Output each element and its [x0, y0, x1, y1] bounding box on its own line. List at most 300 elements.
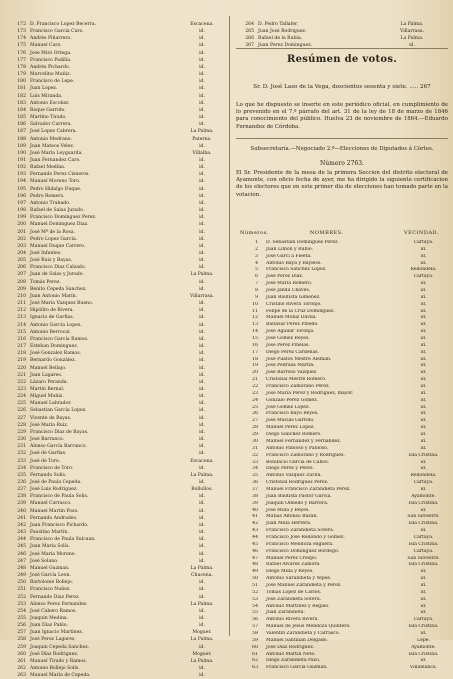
list-item [236, 21, 448, 28]
list-item [4, 78, 224, 85]
elector-name: Martino Tirado. [30, 115, 67, 121]
elector-name: Manuel Duque Carrero. [30, 243, 86, 249]
certification-notice: El Sr. Presidente de la mesa de la primera Seccion del distrito electoral de Ayamonte, con oficio fecha de ayer, me ha dirigido la siguiente certificacion de los electores que en este primer dia de elecciones han tomado parte en la votacion. [236, 170, 448, 198]
elector-city: Cartaya. [413, 548, 434, 554]
elector-num: 47 [252, 555, 258, 561]
elector-name: Sebastian García Lopez. [30, 408, 87, 414]
elector-name: José María Moreno. [30, 551, 76, 557]
elector-city: id. [199, 379, 205, 385]
elector-num: 225 [17, 401, 26, 407]
elector-city: Isla Cristina. [408, 500, 439, 506]
list-item [4, 615, 224, 622]
elector-city: id. [420, 342, 427, 348]
list-item [4, 622, 224, 629]
elector-name: Antonio Baya y Bayless. [266, 260, 322, 266]
elector-num: 236 [17, 480, 26, 485]
elector-name: José Mª de la Rosa. [30, 229, 76, 235]
list-item [4, 400, 224, 407]
elector-name: José Macías Garrido. [266, 418, 315, 424]
elector-name: Juan José Rodriguez. [258, 29, 307, 35]
list-item [236, 28, 448, 35]
list-item [4, 221, 224, 228]
list-item [4, 336, 224, 343]
elector-name: José María Vazquez Bueno. [30, 301, 94, 307]
list-item [4, 357, 224, 364]
elector-num: 29 [252, 432, 258, 438]
elector-name: Tomás Perez. [30, 279, 61, 285]
elector-name: Juan de Salas y Jurado. [30, 272, 84, 278]
list-item [236, 350, 448, 357]
elector-num: 188 [17, 136, 26, 142]
elector-name: Manuel Fernandez y Fernandez. [266, 438, 342, 444]
elector-num: 10 [252, 301, 258, 307]
elector-name: Luis Miranda. [30, 93, 63, 99]
list-item [236, 569, 448, 576]
elector-num: 220 [17, 365, 26, 371]
elector-name: Francisco Diaz Calzado. [30, 265, 87, 271]
header-nombres: NOMBRES. [310, 230, 344, 236]
elector-city: id. [420, 459, 427, 465]
elector-name: Manuel Martin Pozo. [30, 508, 79, 514]
elector-num: 48 [252, 562, 258, 568]
elector-city: Chucena. [191, 573, 213, 579]
elector-num: 179 [17, 72, 26, 78]
elector-city: id. [420, 370, 427, 376]
list-item [4, 543, 224, 550]
elector-num: 186 [17, 122, 26, 128]
list-item [4, 415, 224, 422]
list-item [4, 386, 224, 393]
elector-city: id. [199, 200, 205, 206]
elector-city: id. [199, 165, 205, 171]
list-item [4, 636, 224, 643]
elector-num: 237 [17, 487, 26, 493]
elector-name: José Perez Pinelas. [266, 342, 310, 348]
elector-num: 191 [17, 157, 26, 163]
elector-city: id. [199, 444, 205, 450]
elector-city: id. [199, 79, 205, 85]
list-item [4, 100, 224, 107]
elector-name: José María Leyguarda. [30, 150, 83, 156]
elector-city: Isla Cristina. [408, 624, 439, 630]
elector-name: Manuel Moñiz Dávila. [266, 315, 317, 321]
elector-city: id. [199, 64, 205, 70]
elector-city: id. [199, 644, 205, 650]
elector-name: Valentin Zarandieta y Carrasco. [266, 630, 341, 636]
elector-name: José María Ruiz. [30, 422, 69, 428]
list-item [4, 365, 224, 372]
elector-city: Paterna. [192, 136, 212, 142]
list-item [236, 453, 448, 460]
elector-city: id. [199, 415, 205, 421]
elector-city: id. [199, 465, 205, 471]
list-item [4, 529, 224, 536]
elector-name: Antonio Medrano. [30, 136, 72, 142]
elector-name: Matías Alfonso Bazán. [266, 514, 318, 520]
list-item [4, 515, 224, 522]
elector-city: id. [199, 329, 205, 335]
elector-name: Juan Limon y Rubio. [266, 246, 314, 252]
list-item [236, 652, 448, 659]
elector-city: Escacena. [190, 22, 214, 27]
list-item [4, 479, 224, 486]
elector-city: id. [420, 329, 427, 335]
elector-city: id. [420, 658, 427, 664]
list-item [4, 178, 224, 185]
list-item [236, 658, 448, 665]
elector-city: id. [199, 344, 205, 350]
elector-num: 30 [252, 438, 258, 444]
elector-num: 256 [17, 623, 26, 629]
elector-city: id. [420, 445, 427, 451]
elector-num: 193 [17, 172, 26, 178]
list-item [236, 610, 448, 617]
elector-city: Villalba. [192, 150, 212, 156]
elector-city: id. [199, 50, 205, 56]
list-item [4, 500, 224, 507]
elector-city: id. [199, 508, 205, 514]
elector-num: 219 [17, 358, 26, 364]
elector-name: Juan Francisco Pichardo. [30, 522, 89, 528]
elector-num: 242 [17, 522, 26, 528]
elector-city: id. [420, 528, 427, 534]
elector-num: 259 [17, 644, 26, 650]
elector-num: 229 [17, 429, 26, 435]
list-item [4, 314, 224, 321]
list-item [4, 136, 224, 143]
elector-num: 46 [252, 548, 258, 554]
elector-name: Andrés Piñarrero. [30, 36, 72, 42]
elector-num: 203 [17, 243, 26, 249]
elector-num: 31 [252, 445, 258, 451]
elector-city: Ayamonte. [411, 644, 436, 650]
elector-num: 20 [252, 370, 258, 376]
list-item [4, 651, 224, 658]
elector-city: id. [199, 608, 205, 614]
elector-name: Juan Lagares. [30, 372, 63, 378]
list-item [4, 472, 224, 479]
elector-num: 251 [17, 587, 26, 593]
list-item [4, 257, 224, 264]
elector-name: Joaquín Medina. [30, 615, 69, 621]
elector-city: id. [199, 93, 205, 99]
elector-num: 187 [17, 129, 26, 135]
elector-name: D. Sebastian Dominguez Perez. [266, 240, 339, 245]
elector-num: 182 [17, 93, 26, 99]
elector-num: 37 [252, 486, 258, 492]
list-item [4, 450, 224, 457]
elector-num: 261 [17, 658, 26, 664]
elector-num: 218 [17, 351, 26, 357]
elector-city: id. [199, 336, 205, 342]
elector-num: 177 [17, 57, 26, 63]
elector-name: Francisco García Guzman. [266, 665, 328, 671]
elector-num: 197 [17, 200, 26, 206]
list-item [236, 370, 448, 377]
list-item [4, 601, 224, 608]
elector-city: id. [199, 258, 205, 264]
list-item [4, 143, 224, 150]
list-item [236, 514, 448, 521]
elector-city: id. [420, 411, 427, 417]
elector-city: Bollullos. [191, 487, 213, 493]
elector-num: 49 [252, 569, 258, 575]
elector-name: Manuel Tirado y Ramos. [30, 658, 87, 664]
elector-city: id. [420, 569, 427, 575]
list-item [236, 302, 448, 309]
list-item [236, 604, 448, 611]
elector-num: 13 [252, 322, 258, 328]
elector-city: id. [199, 580, 205, 586]
elector-num: 41 [252, 514, 258, 520]
elector-num: 62 [252, 658, 258, 664]
elector-num: 233 [17, 458, 26, 464]
elector-name: José Diaz Rodriguez. [266, 644, 315, 650]
elector-name: Juan Zarandieta. [266, 610, 305, 616]
publication-notice: Lo que he dispuesto se inserte en este periódico oficial, en cumplimiento de lo prevenido en el 7.º párrafo del art. 31 de la ley de 18 de marzo de 1846 para conocimiento del público. Huelva 23 de noviembre de 1864.—Eduardo Fernandez de Córdoba. [236, 102, 448, 130]
list-item [4, 329, 224, 336]
elector-num: 60 [252, 644, 258, 650]
list-item [4, 57, 224, 64]
elector-city: id. [199, 408, 205, 414]
elector-name: José Lopez Cabrera. [30, 129, 78, 135]
elector-name: Juan Perez Dominguez. [258, 43, 313, 49]
elector-name: Manuel Perez Crespo. [266, 555, 318, 561]
elector-num: 19 [252, 363, 258, 369]
elector-name: José Pilatos Mestre Alemán. [266, 356, 332, 362]
list-item [236, 645, 448, 652]
elector-name: Faustino Martín. [30, 530, 69, 536]
elector-city: id. [199, 251, 205, 256]
elector-name: Francisco Sanchez Lopez. [266, 267, 327, 273]
votes-line: Sr. D. José Laso de la Vega, doscientos sesenta y siete. ..... 267 [253, 84, 431, 90]
elector-num: 254 [17, 608, 26, 614]
elector-city: Cartaya. [413, 274, 434, 280]
elector-name: Francisco García Caro. [30, 29, 84, 35]
elector-name: Salvador Carrera. [30, 122, 72, 128]
elector-name: José Manuel Zarandieta y Perez. [266, 582, 342, 588]
elector-num: 201 [17, 229, 26, 235]
elector-num: 245 [17, 544, 26, 550]
list-item [236, 549, 448, 556]
list-item [236, 343, 448, 350]
elector-name: José Gonzalez Ramos. [30, 351, 82, 357]
list-item [4, 307, 224, 314]
list-item [236, 562, 448, 569]
elector-name: José Millá y Reyes. [266, 507, 310, 513]
elector-name: Manuel Santillan Delgado. [266, 637, 328, 643]
elector-name: Manuel Carrasco. [30, 501, 72, 507]
elector-name: Manuel Caro. [30, 43, 62, 49]
elector-city: id. [199, 36, 205, 42]
elector-name: Bartolomé Bollejo. [30, 580, 74, 586]
elector-name: Ignacio de Garfias. [30, 315, 75, 321]
elector-num: 52 [252, 589, 258, 595]
elector-name: Fernando Andrades. [30, 515, 78, 521]
elector-num: 35 [252, 473, 258, 479]
elector-num: 42 [252, 521, 258, 527]
elector-num: 223 [17, 386, 26, 392]
list-item [4, 279, 224, 286]
elector-name: Francisco Mendoza Higuera. [266, 541, 334, 547]
elector-num: 32 [252, 452, 258, 458]
elector-num: 9 [255, 294, 258, 300]
list-item [4, 608, 224, 615]
list-item [4, 586, 224, 593]
elector-city: id. [199, 236, 205, 242]
elector-name: Rafael Medina. [30, 165, 66, 171]
elector-name: Manuel Moreno Toro. [30, 179, 81, 185]
elector-city: La Palma. [190, 565, 214, 571]
list-item [236, 446, 448, 453]
elector-name: Alonso Perez Fernandez. [30, 601, 88, 607]
elector-num: 56 [252, 617, 258, 623]
list-item [236, 665, 448, 672]
list-item [4, 271, 224, 278]
elector-name: Alonso García Barranco. [30, 444, 87, 450]
elector-num: 249 [17, 573, 26, 579]
list-item [4, 644, 224, 651]
elector-city: id. [199, 623, 205, 629]
elector-name: Juan Bautista Gimenez. [266, 294, 321, 300]
list-item [4, 42, 224, 49]
elector-name: José Aguilar Toronjo. [266, 329, 315, 335]
elector-city: id. [199, 451, 205, 457]
elector-name: Gonzalo Pérez Gomez. [266, 397, 319, 403]
elector-city: id. [420, 301, 427, 307]
list-item [4, 572, 224, 579]
elector-num: 231 [17, 444, 26, 450]
elector-city: id. [199, 222, 205, 228]
elector-city: id. [199, 365, 205, 371]
list-item [4, 150, 224, 157]
elector-city: id. [199, 279, 205, 285]
elector-name: Antonio Sarandieta y Yepes. [266, 576, 332, 582]
list-item [236, 377, 448, 384]
list-item [236, 398, 448, 405]
list-item [4, 372, 224, 379]
elector-city: id. [199, 286, 205, 292]
list-item [236, 261, 448, 268]
elector-city: id. [199, 537, 205, 543]
elector-city: id. [199, 372, 205, 378]
list-item [4, 93, 224, 100]
elector-num: 39 [252, 500, 258, 506]
elector-name: Diego Zarandieta Pazo. [266, 658, 321, 664]
elector-city: id. [199, 157, 205, 163]
elector-num: 40 [252, 507, 258, 513]
list-item [4, 243, 224, 250]
list-item [236, 583, 448, 590]
list-item [4, 50, 224, 57]
elector-city: id. [409, 43, 415, 49]
elector-name: José Ruiz y Bayas. [30, 258, 73, 264]
elector-name: José Díaz Rodriguez. [30, 651, 79, 657]
elector-city: Moguer. [192, 651, 212, 657]
list-item [4, 665, 224, 672]
elector-name: D. Pedro Tallafer. [258, 22, 299, 27]
list-item [4, 264, 224, 271]
elector-name: Roque Garrido. [30, 107, 66, 113]
elector-city: id. [199, 115, 205, 121]
list-item [236, 274, 448, 281]
elector-name: Diego Sanchez Romero. [266, 432, 322, 438]
elector-num: 214 [17, 322, 26, 328]
elector-city: Redondela. [410, 473, 437, 479]
elector-num: 34 [252, 466, 258, 472]
list-item [4, 350, 224, 357]
elector-name: Antonio Escobar. [30, 100, 70, 106]
elector-city: id. [420, 404, 427, 410]
elector-name: Tomás Lopez de Carlos. [266, 589, 322, 595]
list-item [236, 35, 448, 42]
list-item [236, 240, 448, 247]
elector-name: Juan Bautista Pastor García. [266, 493, 332, 499]
elector-num: 211 [17, 301, 26, 307]
elector-name: Juan Antonio Marín. [30, 293, 78, 299]
list-item [4, 436, 224, 443]
list-item [4, 486, 224, 493]
elector-name: Pedro Romero. [30, 193, 65, 199]
list-item [4, 64, 224, 71]
elector-num: 14 [252, 329, 258, 335]
elector-num: 196 [17, 193, 26, 199]
elector-name: Fernando Diaz Perez. [30, 594, 80, 600]
elector-num: 226 [17, 408, 26, 414]
elector-num: 173 [17, 29, 26, 35]
list-item [236, 288, 448, 295]
elector-num: 228 [17, 422, 26, 428]
list-item [236, 357, 448, 364]
elector-city: id. [199, 594, 205, 600]
list-item [4, 229, 224, 236]
elector-city: id. [420, 246, 427, 252]
elector-city: La Palma. [190, 129, 214, 135]
elector-num: 252 [17, 594, 26, 600]
elector-name: Fernando Solis. [30, 472, 67, 478]
elector-num: 5 [255, 267, 258, 273]
header-vecindad: VECINDAD. [404, 230, 439, 236]
section-rule [236, 138, 448, 139]
elector-num: 206 [17, 265, 26, 271]
elector-city: id. [199, 86, 205, 92]
list-item [236, 460, 448, 467]
elector-name: Benito Cepeda Sanchez. [30, 286, 87, 292]
elector-city: Escacena. [190, 458, 214, 464]
elector-name: Juan Ignacio Martinez. [30, 630, 84, 636]
elector-num: 200 [17, 222, 26, 228]
elector-num: 44 [252, 534, 258, 540]
elector-num: 222 [17, 379, 26, 385]
elector-city: id. [199, 215, 205, 221]
list-item [236, 247, 448, 254]
elector-num: 3 [255, 253, 258, 259]
elector-city: id. [420, 260, 427, 266]
elector-name: José Infantes. [30, 251, 62, 256]
elector-name: Esteban Dominguez. [30, 344, 79, 350]
list-item [4, 508, 224, 515]
elector-city: id. [199, 422, 205, 428]
elector-city: id. [199, 673, 205, 679]
list-item [236, 542, 448, 549]
elector-name: José Barranco. [30, 437, 65, 443]
elector-name: José de Toro. [30, 458, 61, 464]
elector-city: Villarrasa. [399, 29, 425, 35]
elector-name: Cristino Rivera Toronjo. [266, 301, 322, 307]
elector-num: 181 [17, 86, 26, 92]
elector-num: 244 [17, 537, 26, 543]
elector-city: La Palma. [190, 658, 214, 664]
